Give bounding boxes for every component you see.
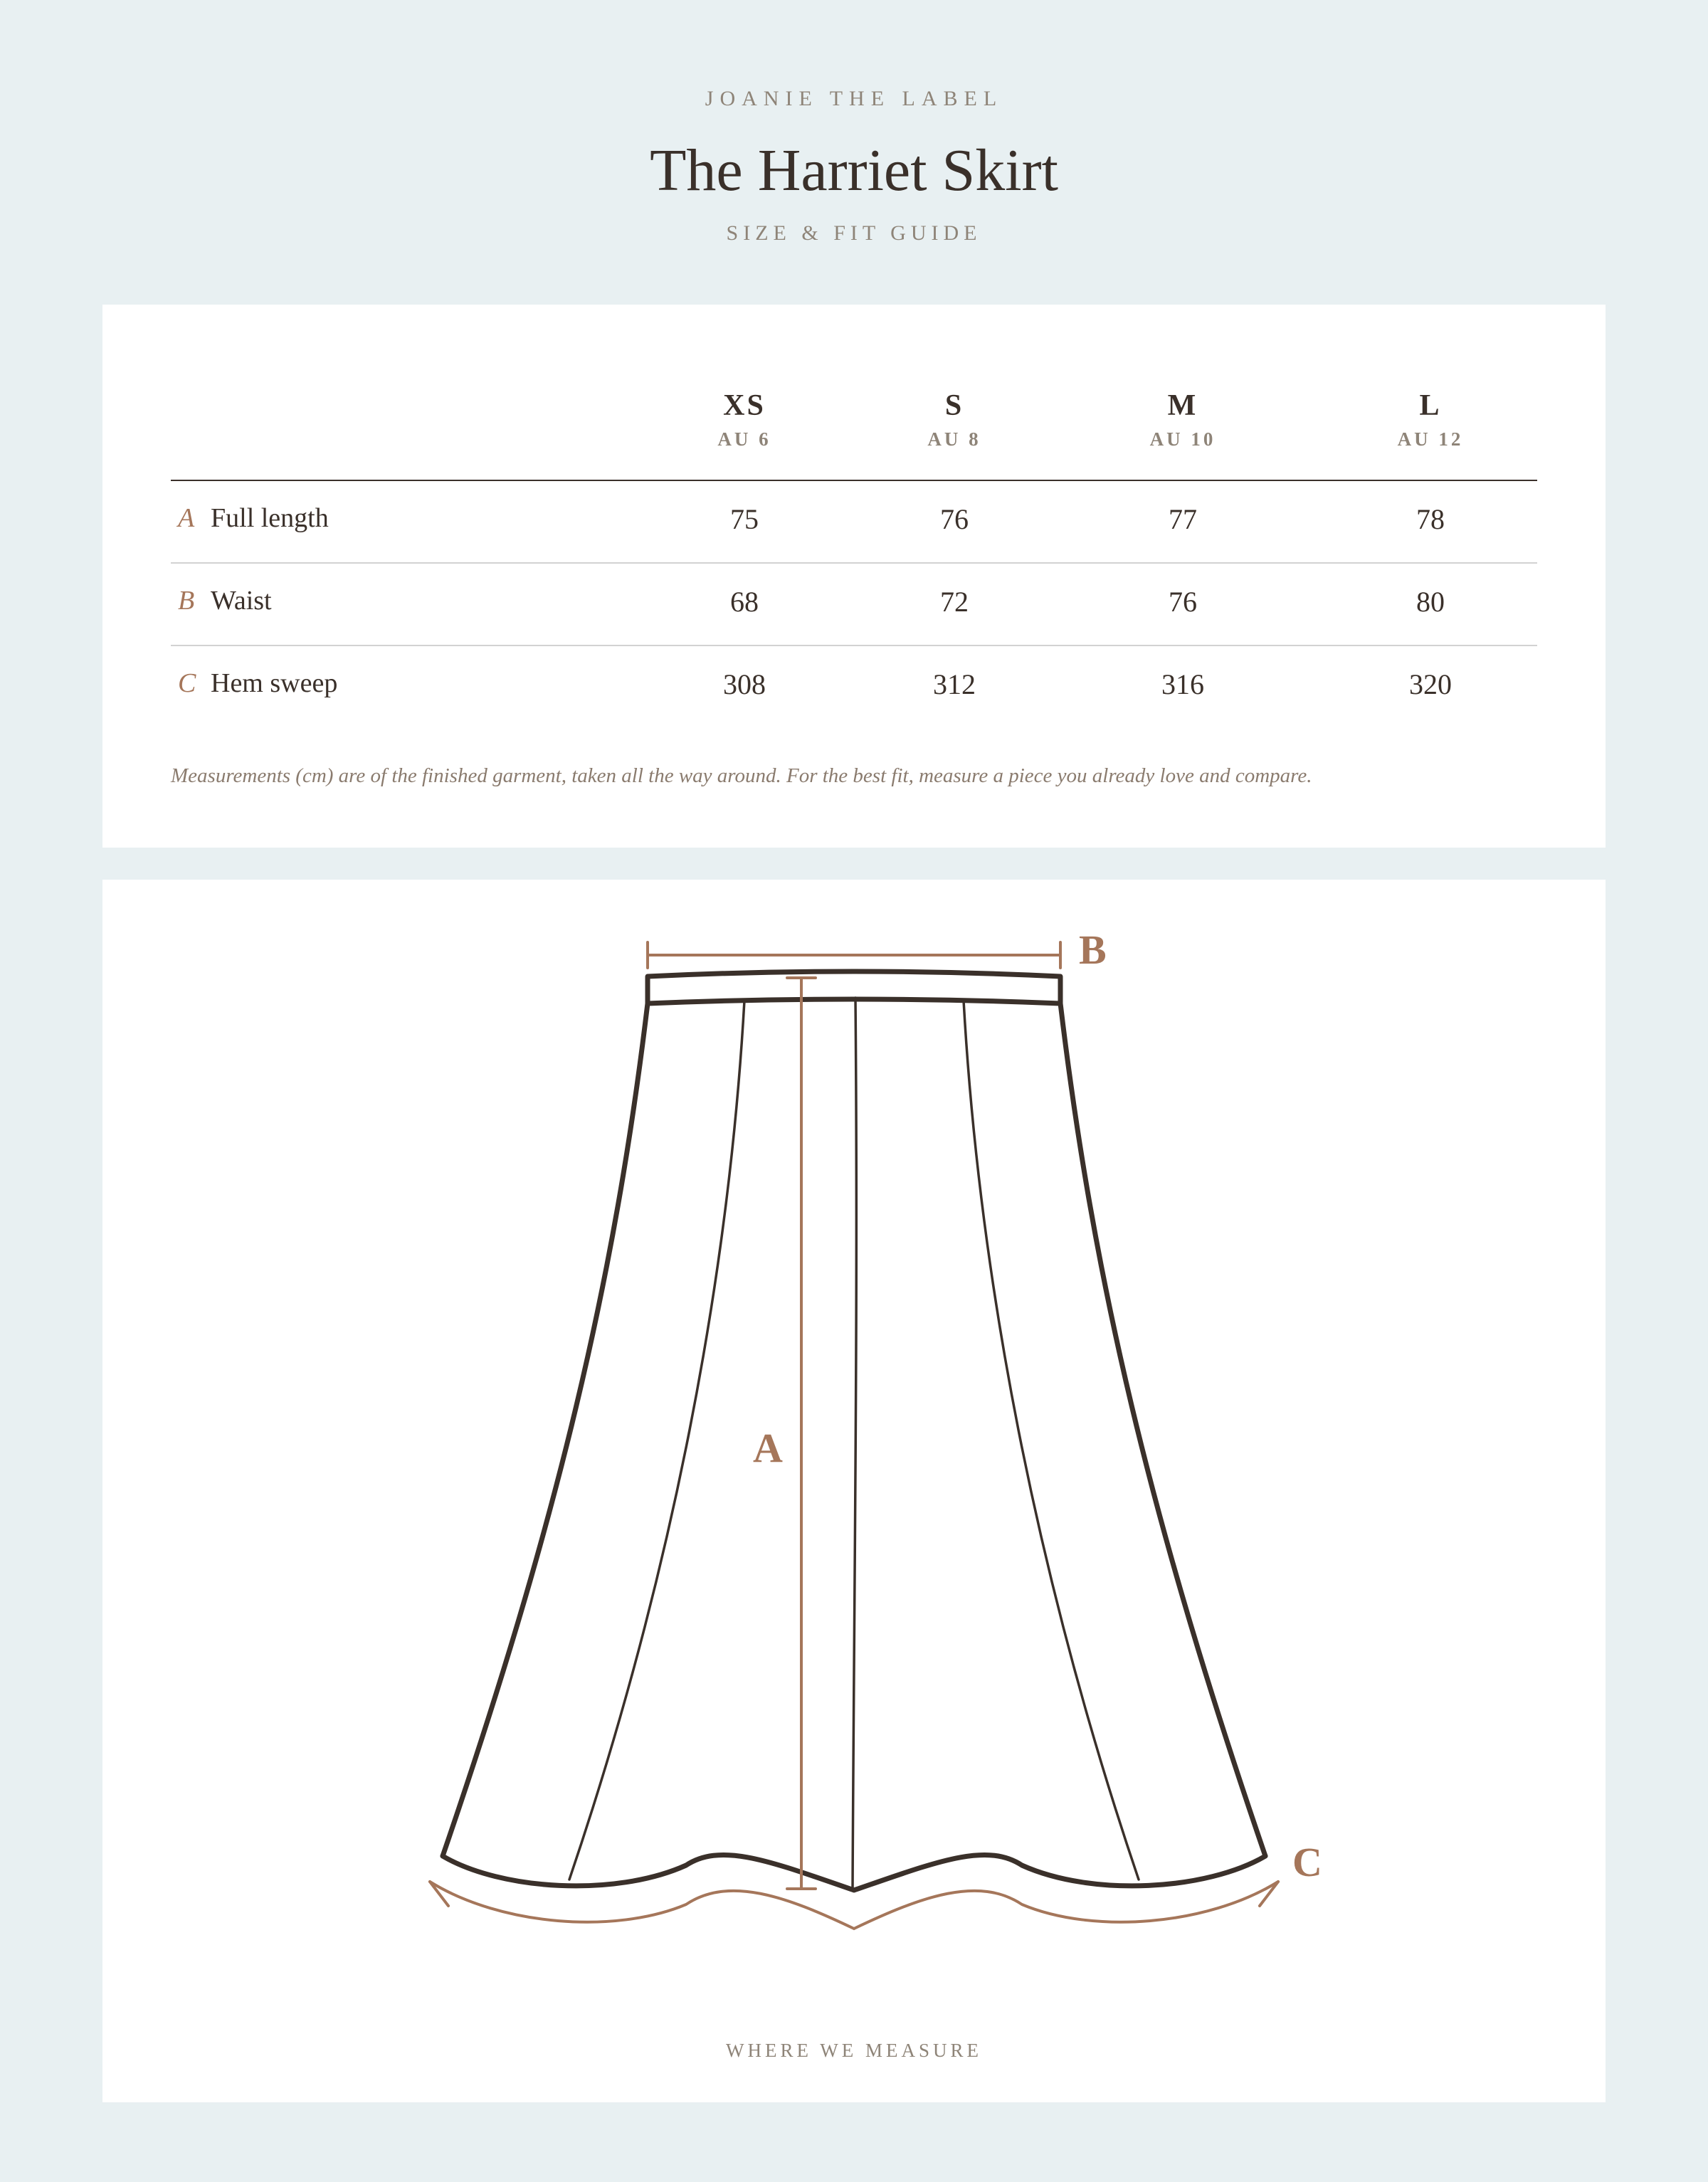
table-cell: 68 — [730, 586, 759, 618]
panel-seam-center — [853, 998, 856, 1890]
row-label: Waist — [211, 586, 272, 616]
row-letter: A — [178, 503, 195, 533]
hem-sweep-arrow — [430, 1882, 448, 1906]
skirt-outline — [443, 971, 1265, 1890]
table-cell: 308 — [723, 668, 766, 700]
label-b: B — [1079, 927, 1107, 973]
skirt-diagram — [102, 880, 1606, 2102]
diagram-caption: WHERE WE MEASURE — [726, 2040, 982, 2061]
column-header-au: AU 6 — [717, 428, 771, 450]
header-divider — [171, 480, 1537, 481]
table-cell: 80 — [1416, 586, 1445, 618]
column-header-au: AU 10 — [1149, 428, 1216, 450]
column-header-size: S — [944, 389, 964, 422]
table-cell: 320 — [1409, 668, 1452, 700]
row-divider — [171, 562, 1537, 564]
label-c: C — [1292, 1839, 1322, 1885]
table-cell: 77 — [1169, 503, 1197, 535]
size-table-card — [102, 305, 1606, 848]
hem-sweep-arrow — [1260, 1882, 1278, 1906]
page-subtitle: SIZE & FIT GUIDE — [726, 221, 982, 245]
column-header-size: M — [1167, 389, 1198, 422]
table-cell: 78 — [1416, 503, 1445, 535]
table-cell: 75 — [730, 503, 759, 535]
table-cell: 72 — [940, 586, 969, 618]
panel-seam-left — [569, 1001, 744, 1880]
row-letter: C — [178, 668, 196, 698]
table-cell: 76 — [1169, 586, 1197, 618]
row-letter: B — [178, 586, 195, 616]
column-header-size: XS — [723, 389, 766, 422]
column-header-size: L — [1419, 389, 1442, 422]
label-a: A — [753, 1425, 783, 1471]
row-label: Hem sweep — [211, 668, 338, 698]
table-cell: 76 — [940, 503, 969, 535]
column-header-au: AU 8 — [927, 428, 981, 450]
measurement-note: Measurements (cm) are of the finished garment, taken all the way around. For the best fit, measure a piece you already love and compare. — [171, 764, 1312, 787]
table-cell: 312 — [933, 668, 976, 700]
brand-name: JOANIE THE LABEL — [705, 87, 1003, 110]
panel-seam-right — [964, 1001, 1139, 1880]
column-header-au: AU 12 — [1397, 428, 1464, 450]
waistband — [648, 971, 1060, 1003]
skirt-hem — [443, 1855, 1265, 1890]
row-label: Full length — [211, 503, 329, 533]
row-divider — [171, 645, 1537, 646]
measurement-diagram-card — [102, 880, 1606, 2102]
page-title: The Harriet Skirt — [650, 137, 1058, 204]
table-cell: 316 — [1161, 668, 1204, 700]
